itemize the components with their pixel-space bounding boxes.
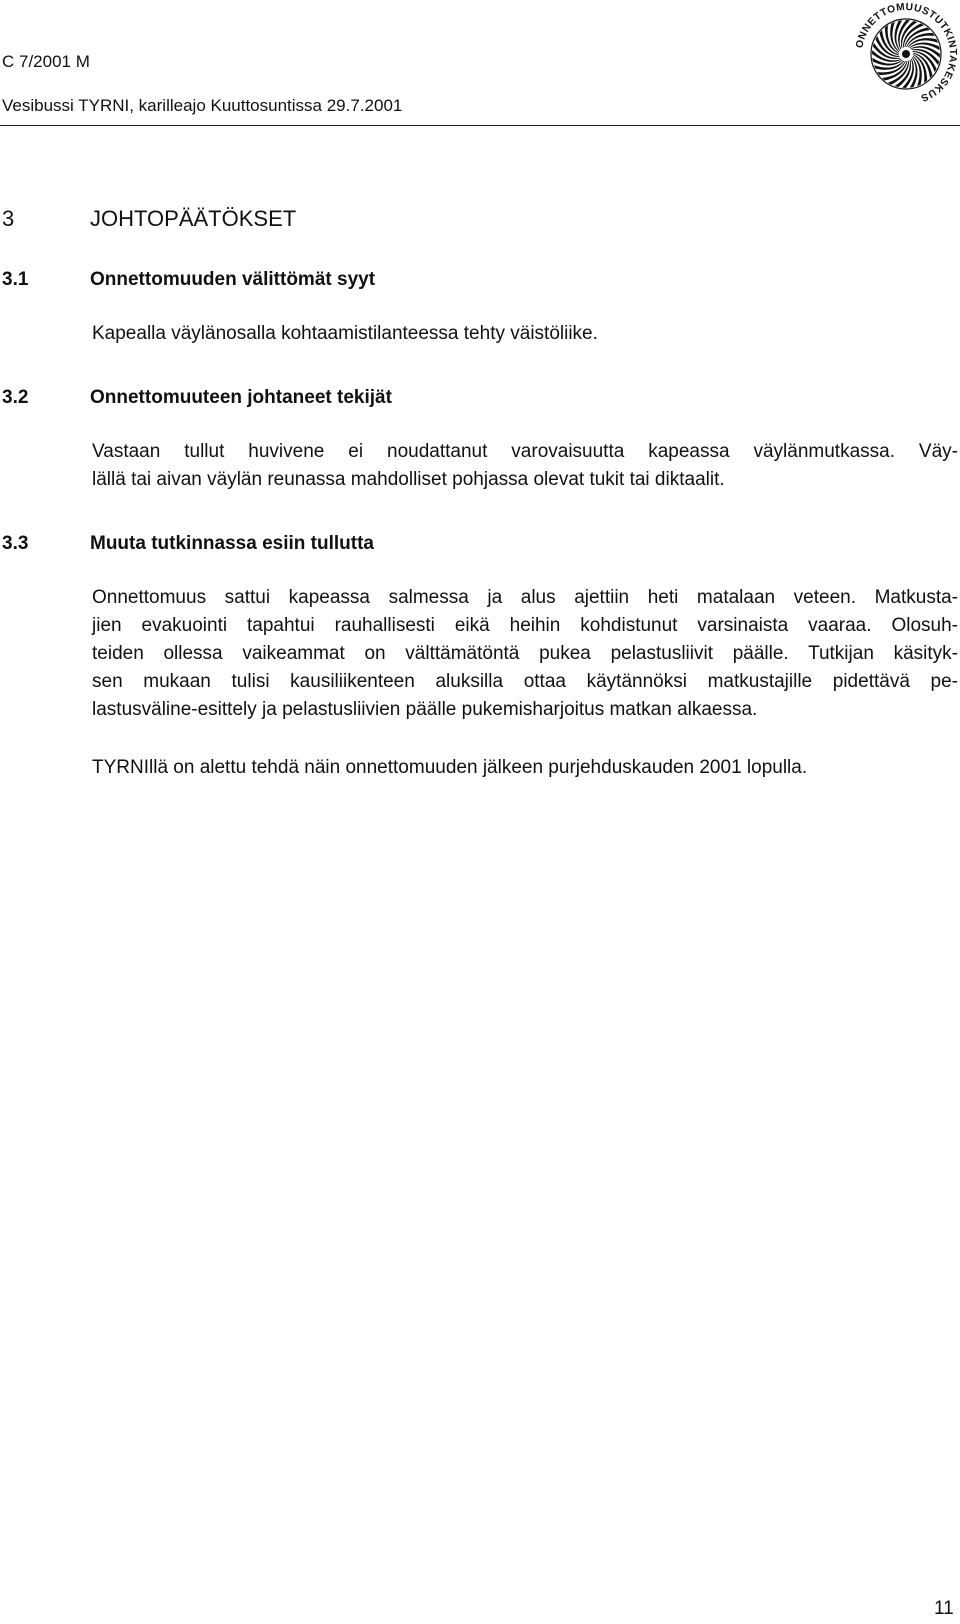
section-number: 3.3 [2,533,29,554]
paragraph-line: teiden ollessa vaikeammat on välttämätöntä pukea pelastusliivit päälle. Tutkijan käsityk- [92,643,958,664]
paragraph-line: Vastaan tullut huvivene ei noudattanut varovaisuutta kapeassa väylänmutkassa. Väy- [92,441,958,462]
section-heading [2,386,392,410]
section-paragraph [92,438,958,494]
section-number: 3.1 [2,269,29,290]
section-heading [2,268,375,292]
paragraph-line: lastusväline-esittely ja pelastusliivien päälle pukemisharjoitus matkan alkaessa. [92,699,758,720]
section-title: Onnettomuuteen johtaneet tekijät [90,387,392,408]
section-heading [2,532,374,556]
page-number: 11 [934,1598,954,1619]
paragraph-line: sen mukaan tulisi kausiliikenteen aluksilla ottaa käytännöksi matkustajille pidettävä pe- [92,671,958,692]
paragraph-line: Kapealla väylänosalla kohtaamistilanteessa tehty väistöliike. [92,323,598,344]
section-title: Muuta tutkinnassa esiin tullutta [90,533,374,554]
header-divider [0,125,960,126]
section-paragraph [92,320,958,348]
report-subtitle: Vesibussi TYRNI, karilleajo Kuuttosuntissa 29.7.2001 [2,96,403,115]
section-paragraph [92,584,958,724]
paragraph-line: Onnettomuus sattui kapeassa salmessa ja alus ajettiin heti matalaan veteen. Matkusta- [92,587,958,608]
paragraph-line: TYRNIllä on alettu tehdä näin onnettomuuden jälkeen purjehduskauden 2001 lopulla. [92,757,808,778]
section-title: Onnettomuuden välittömät syyt [90,269,376,290]
chapter-title: JOHTOPÄÄTÖKSET [90,206,297,231]
section-paragraph [92,754,958,782]
chapter-number: 3 [2,206,15,231]
logo-ring-text: ONNETTOMUUSTUTKINTAKESKUS [854,2,958,104]
section-number: 3.2 [2,387,29,408]
agency-logo-icon [854,2,958,106]
chapter-heading [2,206,296,232]
report-id: C 7/2001 M [2,52,90,71]
paragraph-line: jien evakuointi tapahtui rauhallisesti eikä heihin kohdistunut varsinaista vaaraa. Olosuh- [92,615,958,636]
paragraph-line: lällä tai aivan väylän reunassa mahdolliset pohjassa olevat tukit tai diktaalit. [92,469,725,490]
